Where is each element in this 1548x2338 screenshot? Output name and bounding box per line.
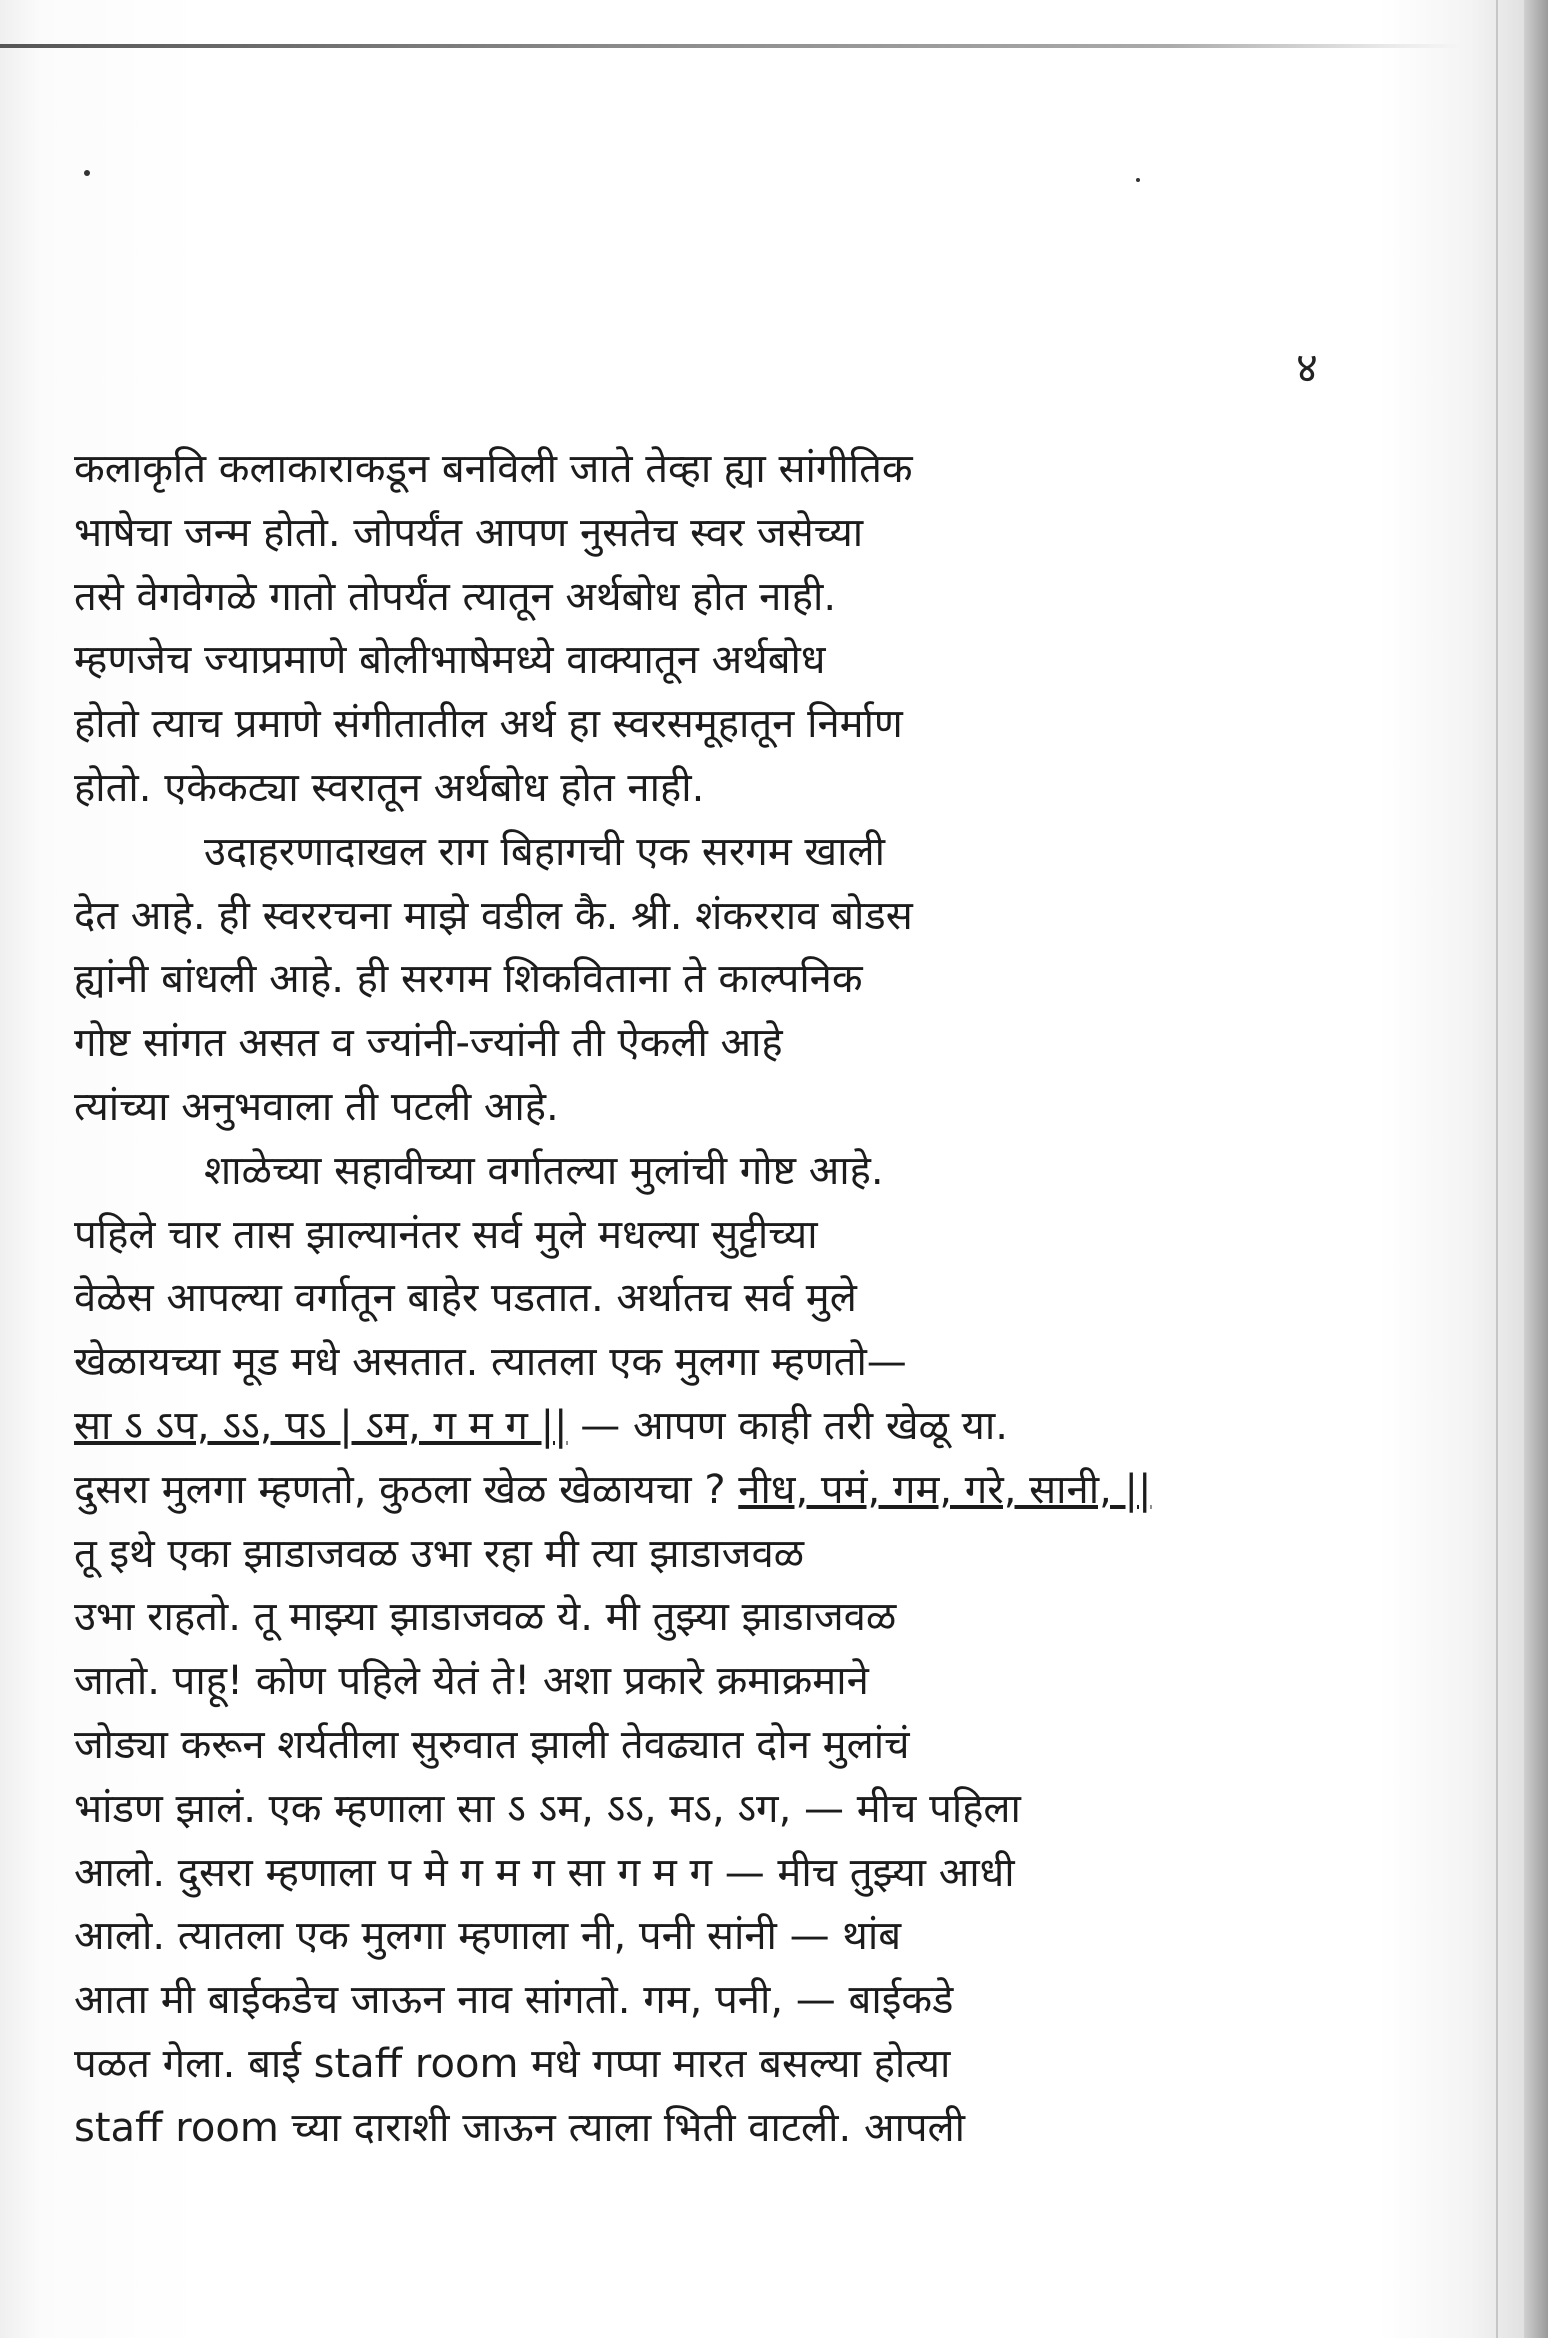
text-line: तसे वेगवेगळे गातो तोपर्यंत त्यातून अर्थबोध होत नाही.	[74, 573, 837, 620]
sargam-line-text: — आपण काही तरी खेळू या.	[580, 1402, 1008, 1449]
text-line: म्हणजेच ज्याप्रमाणे बोलीभाषेमध्ये वाक्यातून अर्थबोध	[74, 637, 826, 684]
page-number: ४	[1296, 343, 1318, 392]
text-line: आलो. दुसरा म्हणाला प मे ग म ग सा ग म ग — मीच तुझ्या आधी	[74, 1849, 1015, 1896]
paragraph-start-line: उदाहरणादाखल राग बिहागची एक सरगम खाली	[204, 828, 885, 875]
text-line: गोष्ट सांगत असत व ज्यांनी-ज्यांनी ती ऐकली आहे	[74, 1020, 783, 1067]
top-rule	[0, 44, 1460, 48]
text-line: पहिले चार तास झाल्यानंतर सर्व मुले मधल्या सुट्टीच्या	[74, 1211, 818, 1258]
text-line: पळत गेला. बाई staff room मधे गप्पा मारत बसल्या होत्या	[74, 2040, 951, 2087]
text-line: खेळायच्या मूड मधे असतात. त्यातला एक मुलगा म्हणतो—	[74, 1339, 907, 1386]
text-line: होतो त्याच प्रमाणे संगीतातील अर्थ हा स्वरसमूहातून निर्माण	[74, 701, 903, 748]
text-line: तू इथे एका झाडाजवळ उभा रहा मी त्या झाडाजवळ	[74, 1530, 805, 1577]
ink-speck	[1136, 178, 1140, 182]
paragraph-start-line: शाळेच्या सहावीच्या वर्गातल्या मुलांची गोष्ट आहे.	[204, 1147, 884, 1194]
page-edge-shadow	[1524, 0, 1548, 2338]
sargam-line	[74, 1459, 1434, 1523]
text-line: वेळेस आपल्या वर्गातून बाहेर पडतात. अर्थातच सर्व मुले	[74, 1275, 857, 1322]
handwritten-body	[74, 438, 1434, 2161]
text-line: जोड्या करून शर्यतीला सुरुवात झाली तेवढ्यात दोन मुलांचं	[74, 1721, 910, 1768]
text-line: भाषेचा जन्म होतो. जोपर्यंत आपण नुसतेच स्वर जसेच्या	[74, 509, 864, 556]
text-line: staff room च्या दाराशी जाऊन त्याला भिती वाटली. आपली	[74, 2104, 966, 2151]
text-line: होतो. एकेकट्या स्वरातून अर्थबोध होत नाही.	[74, 764, 705, 811]
sargam-line-text: दुसरा मुलगा म्हणतो, कुठला खेळ खेळायचा ?	[74, 1466, 726, 1513]
text-line: भांडण झालं. एक म्हणाला सा ऽ ऽम, ऽऽ, मऽ, ऽग, — मीच पहिला	[74, 1785, 1021, 1832]
sargam-notation: नीध, पमं, गम, गरे, सानी, ||	[738, 1466, 1152, 1513]
text-line: कलाकृति कलाकाराकडून बनविली जाते तेव्हा ह्या सांगीतिक	[74, 446, 913, 492]
text-line: त्यांच्या अनुभवाला ती पटली आहे.	[74, 1083, 559, 1130]
text-line: आता मी बाईकडेच जाऊन नाव सांगतो. गम, पनी, — बाईकडे	[74, 1977, 954, 2024]
ink-speck	[84, 170, 90, 176]
text-line: जातो. पाहू! कोण पहिले येतं ते! अशा प्रकारे क्रमाक्रमाने	[74, 1658, 869, 1705]
text-line: ह्यांनी बांधली आहे. ही सरगम शिकविताना ते काल्पनिक	[74, 956, 863, 1003]
text-line: आलो. त्यातला एक मुलगा म्हणाला नी, पनी सांनी — थांब	[74, 1913, 902, 1960]
text-line: उभा राहतो. तू माझ्या झाडाजवळ ये. मी तुझ्या झाडाजवळ	[74, 1594, 897, 1641]
sargam-notation: सा ऽ ऽप, ऽऽ, पऽ | ऽम, ग म ग ||	[74, 1402, 568, 1449]
text-line: देत आहे. ही स्वररचना माझे वडील कै. श्री. शंकरराव बोडस	[74, 892, 913, 939]
sargam-line	[74, 1395, 1434, 1459]
page-fold-line	[1496, 0, 1498, 2338]
